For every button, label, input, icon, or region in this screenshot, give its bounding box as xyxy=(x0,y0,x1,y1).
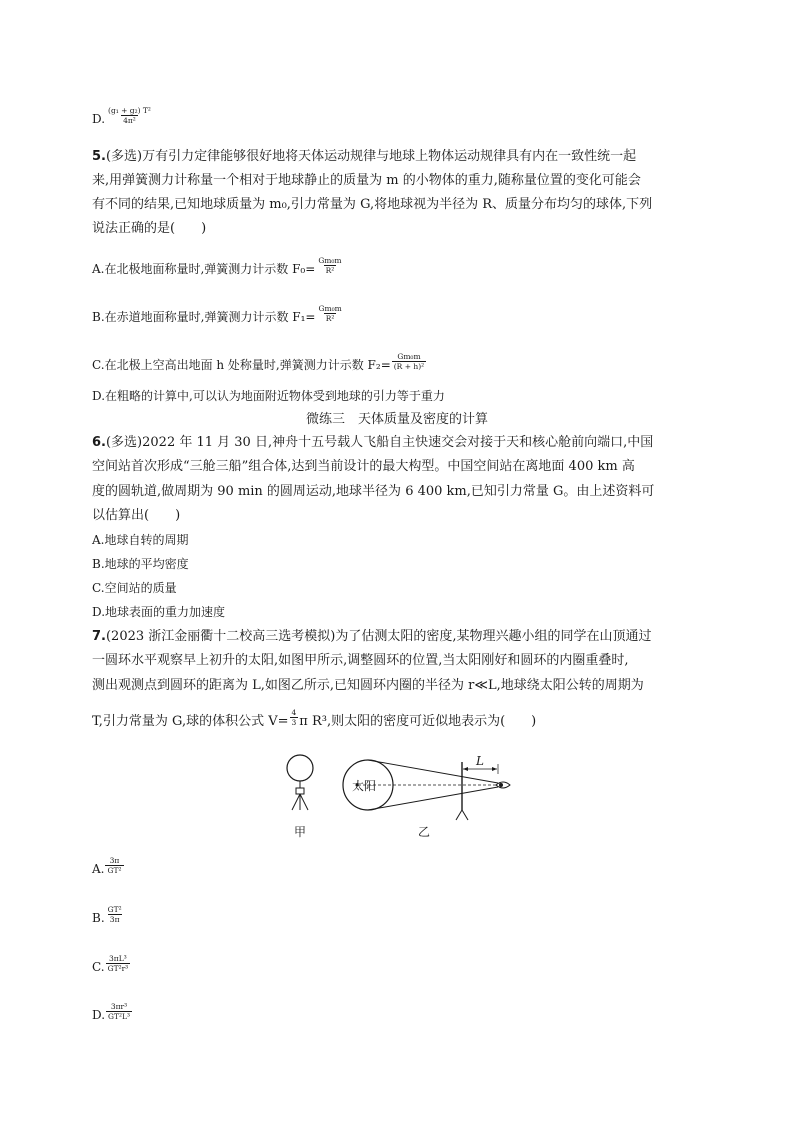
fraction-numerator: Gm₀m xyxy=(318,256,342,265)
fraction-denominator: 4π² xyxy=(123,116,136,125)
q6-option-d[interactable]: D.地球表面的重力加速度 xyxy=(92,605,226,619)
fraction-denominator: GT²L³ xyxy=(108,1012,131,1021)
q6-line-3: 度的圆轨道,做周期为 90 min 的圆周运动,地球半径为 6 400 km,已知引力常量 G。由上述资料可 xyxy=(92,484,655,499)
q5-line-1 xyxy=(92,148,636,166)
q6-option-a[interactable]: A.地球自转的周期 xyxy=(92,533,189,547)
option-text: A.在北极地面称量时,弹簧测力计示数 F₀= xyxy=(92,262,316,276)
fraction-numerator: Gm₀m xyxy=(397,352,421,361)
fraction xyxy=(392,352,426,371)
q7-option-b[interactable] xyxy=(92,905,125,928)
q5-option-d[interactable]: D.在粗略的计算中,可以认为地面附近物体受到地球的引力等于重力 xyxy=(92,389,445,403)
fraction-numerator: 4 xyxy=(291,708,297,717)
q6-line-2: 空间站首次形成“三舱三船”组合体,达到当前设计的最大构型。中国空间站在离地面 400 km 高 xyxy=(92,459,635,474)
caption-yi: 乙 xyxy=(418,825,431,839)
fraction xyxy=(106,905,124,924)
option-label: B. xyxy=(92,911,105,925)
fraction-numerator: 3πr³ xyxy=(110,1002,128,1011)
q6-option-b[interactable]: B.地球的平均密度 xyxy=(92,557,189,571)
q7-line-3: 测出观测点到圆环的距离为 L,如图乙所示,已知圆环内圈的半径为 r≪L,地球绕太阳公转的周期为 xyxy=(92,678,644,693)
q7-line-4 xyxy=(92,708,537,731)
question-number: 5. xyxy=(92,149,106,164)
fraction xyxy=(106,1002,132,1021)
q5-text: (多选)万有引力定律能够很好地将天体运动规律与地球上物体运动规律具有内在一致性统一起 xyxy=(105,149,637,164)
fraction-numerator: 3π xyxy=(109,856,120,865)
sun-label: 太阳 xyxy=(352,779,377,793)
q7-option-a[interactable] xyxy=(92,856,125,879)
fraction xyxy=(105,856,123,875)
caption-jia: 甲 xyxy=(294,825,307,839)
fraction-numerator: (g₁ + g₂) T² xyxy=(108,106,151,115)
q7-line-2: 一圆环水平观察早上初升的太阳,如图甲所示,调整圆环的位置,当太阳刚好和圆环的内圈重叠时, xyxy=(92,653,629,668)
q7-figure xyxy=(270,750,530,842)
sun-observation-figure xyxy=(343,754,510,820)
question-number: 7. xyxy=(92,629,106,644)
fraction-numerator: Gm₀m xyxy=(318,304,342,313)
fraction-denominator: R² xyxy=(325,266,335,275)
q7-text: (2023 浙江金丽衢十二校高三选考模拟)为了估测太阳的密度,某物理兴趣小组的同学在山顶通过 xyxy=(105,629,652,644)
q6-text: (多选)2022 年 11 月 30 日,神舟十五号载人飞船自主快速交会对接于天和核心舱前向端口,中国 xyxy=(105,435,654,450)
q4-option-d[interactable] xyxy=(92,106,154,129)
eye-icon xyxy=(496,782,510,788)
option-text: B.在赤道地面称量时,弹簧测力计示数 F₁= xyxy=(92,310,316,324)
section-title: 微练三 天体质量及密度的计算 xyxy=(305,412,488,427)
q6-line-1 xyxy=(92,434,653,452)
option-label: D. xyxy=(92,112,106,126)
fraction-denominator: GT²r³ xyxy=(107,964,129,973)
fraction-denominator: 3π xyxy=(109,915,120,924)
fraction xyxy=(106,106,153,125)
option-label: C. xyxy=(92,960,105,974)
option-label: D. xyxy=(92,1008,106,1022)
q5-option-a[interactable] xyxy=(92,256,345,279)
distance-label-L: L xyxy=(476,754,484,768)
q6-line-4: 以估算出( ) xyxy=(92,508,181,523)
q5-line-3: 有不同的结果,已知地球质量为 m₀,引力常量为 G,将地球视为半径为 R、质量分布均匀的球体,下列 xyxy=(92,197,653,212)
fraction-numerator: 3πL³ xyxy=(109,954,127,963)
question-number: 6. xyxy=(92,435,106,450)
q7-text: T,引力常量为 G,球的体积公式 V= xyxy=(92,714,289,729)
q5-option-b[interactable] xyxy=(92,304,345,327)
q7-line-1 xyxy=(92,628,651,646)
option-label: A. xyxy=(92,862,105,876)
option-text: C.在北极上空高出地面 h 处称量时,弹簧测力计示数 F₂= xyxy=(92,358,391,372)
fraction-denominator: (R + h)² xyxy=(393,362,425,371)
q5-option-c[interactable] xyxy=(92,352,427,375)
fraction-denominator: GT² xyxy=(107,866,122,875)
q7-option-d[interactable] xyxy=(92,1002,133,1025)
ring-on-stand-figure xyxy=(287,755,313,810)
fraction-denominator: R² xyxy=(325,314,335,323)
q5-line-2: 来,用弹簧测力计称量一个相对于地球静止的质量为 m 的小物体的重力,随称量位置的变化可能会 xyxy=(92,173,641,188)
q7-text: π R³,则太阳的密度可近似地表示为( ) xyxy=(299,714,537,729)
q5-line-4: 说法正确的是( ) xyxy=(92,221,207,236)
fraction-denominator: 3 xyxy=(291,718,297,727)
volume-fraction xyxy=(290,708,299,727)
fraction xyxy=(316,256,343,275)
fraction-numerator: GT² xyxy=(107,905,122,914)
q6-option-c[interactable]: C.空间站的质量 xyxy=(92,581,177,595)
q7-option-c[interactable] xyxy=(92,954,131,977)
fraction xyxy=(316,304,343,323)
fraction xyxy=(106,954,131,973)
